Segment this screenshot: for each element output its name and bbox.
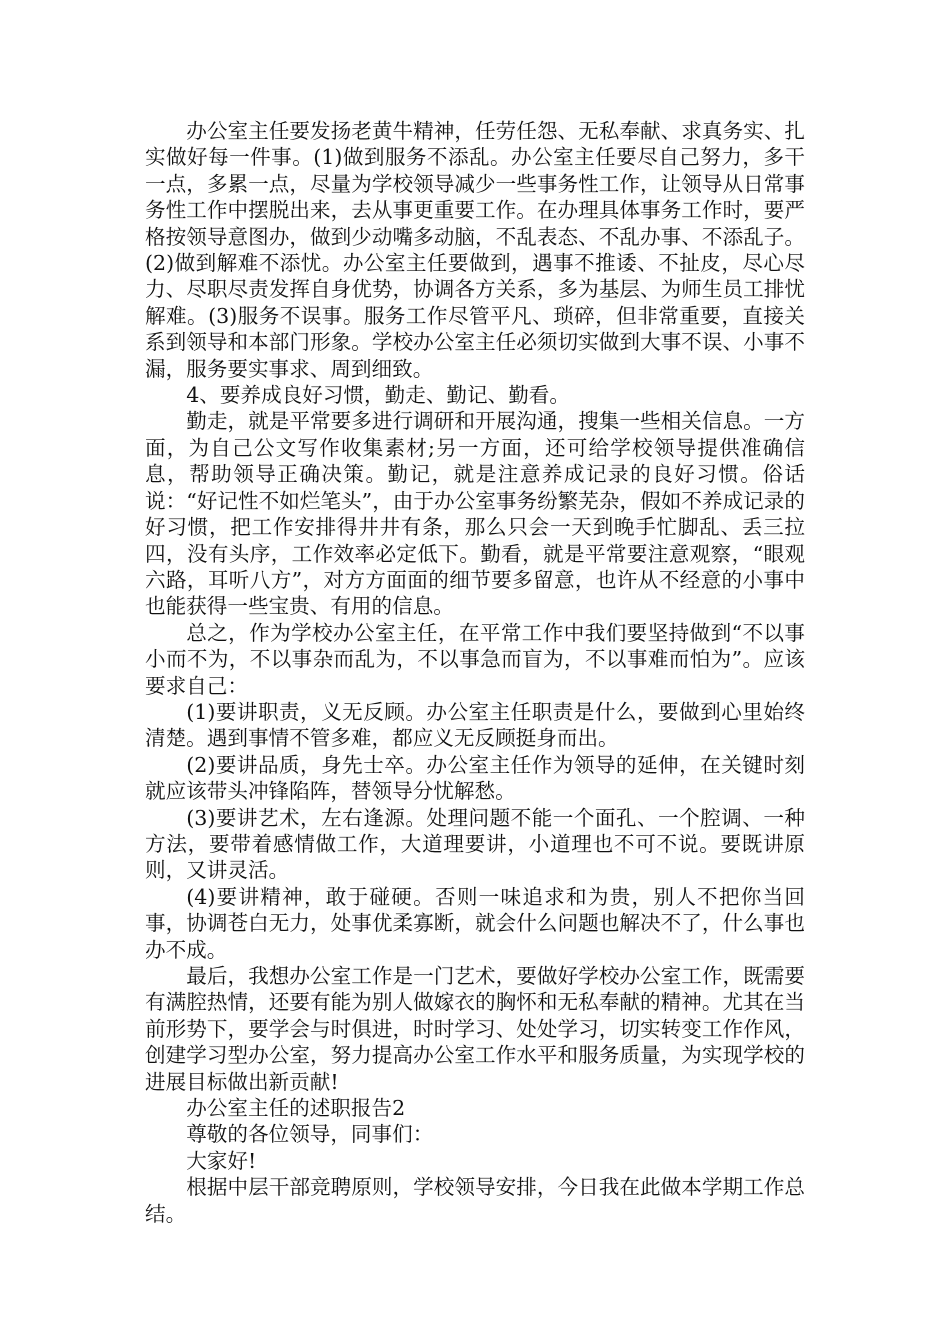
paragraph-habits-heading: 4、要养成良好习惯，勤走、勤记、勤看。 (186, 383, 570, 408)
paragraph-conclusion: 最后，我想办公室工作是一门艺术，要做好学校办公室工作，既需要有满腔热情，还要有能为别人做嫁衣的胸怀和无私奉献的精神。尤其在当前形势下，要学会与时俱进，时时学习、处处学习，切实转变工作作风，创建学习型办公室，努力提高办公室工作水平和服务质量，为实现学校的进展目标做出新贡献! (145, 964, 805, 1094)
paragraph-point-4: (4)要讲精神，敢于碰硬。否则一味追求和为贵，别人不把你当回事，协调苍白无力，处事优柔寡断，就会什么问题也解决不了，什么事也办不成。 (145, 884, 805, 962)
paragraph-summary: 总之，作为学校办公室主任，在平常工作中我们要坚持做到“不以事小而不为，不以事杂而乱为，不以事急而盲为，不以事难而怕为”。应该要求自己： (145, 620, 805, 698)
greeting: 大家好! (186, 1148, 257, 1173)
paragraph-habits-detail: 勤走，就是平常要多进行调研和开展沟通，搜集一些相关信息。一方面，为自己公文写作收集素材;另一方面，还可给学校领导提供准确信息，帮助领导正确决策。勤记，就是注意养成记录的良好习惯。俗话说：“好记性不如烂笔头”，由于办公室事务纷繁芜杂，假如不养成记录的好习惯，把工作安排得井井有条，那么只会一天到晚手忙脚乱、丢三拉四，没有头序，工作效率必定低下。勤看，就是平常要注意观察，“眼观六路，耳听八方”，对方方面面的细节要多留意，也许从不经意的小事中也能获得一些宝贵、有用的信息。 (145, 409, 805, 619)
paragraph-point-3: (3)要讲艺术，左右逢源。处理问题不能一个面孔、一个腔调、一种方法，要带着感情做工作，大道理要讲，小道理也不可不说。要既讲原则，又讲灵活。 (145, 805, 805, 883)
document-body (145, 118, 805, 1227)
paragraph-service-spirit: 办公室主任要发扬老黄牛精神，任劳任怨、无私奉献、求真务实、扎实做好每一件事。(1)做到服务不添乱。办公室主任要尽自己努力，多干一点，多累一点，尽量为学校领导减少一些事务性工作，让领导从日常事务性工作中摆脱出来，去从事更重要工作。在办理具体事务工作时，要严格按领导意图办，做到少动嘴多动脑，不乱表态、不乱办事、不添乱子。(2)做到解难不添忧。办公室主任要做到，遇事不推诿、不扯皮，尽心尽力、尽职尽责发挥自身优势，协调各方关系，多为基层、为师生员工排忧解难。(3)服务不误事。服务工作尽管平凡、琐碎，但非常重要，直接关系到领导和本部门形象。学校办公室主任必须切实做到大事不误、小事不漏，服务要实事求、周到细致。 (145, 119, 805, 381)
paragraph-point-1: (1)要讲职责，义无反顾。办公室主任职责是什么，要做到心里始终清楚。遇到事情不管多难，都应义无反顾挺身而出。 (145, 699, 805, 751)
paragraph-intro: 根据中层干部竞聘原则，学校领导安排，今日我在此做本学期工作总结。 (145, 1175, 805, 1226)
report-title: 办公室主任的述职报告2 (186, 1096, 406, 1121)
salutation: 尊敬的各位领导，同事们： (186, 1122, 434, 1147)
paragraph-point-2: (2)要讲品质，身先士卒。办公室主任作为领导的延伸，在关键时刻就应该带头冲锋陷阵，替领导分忧解愁。 (145, 752, 805, 804)
